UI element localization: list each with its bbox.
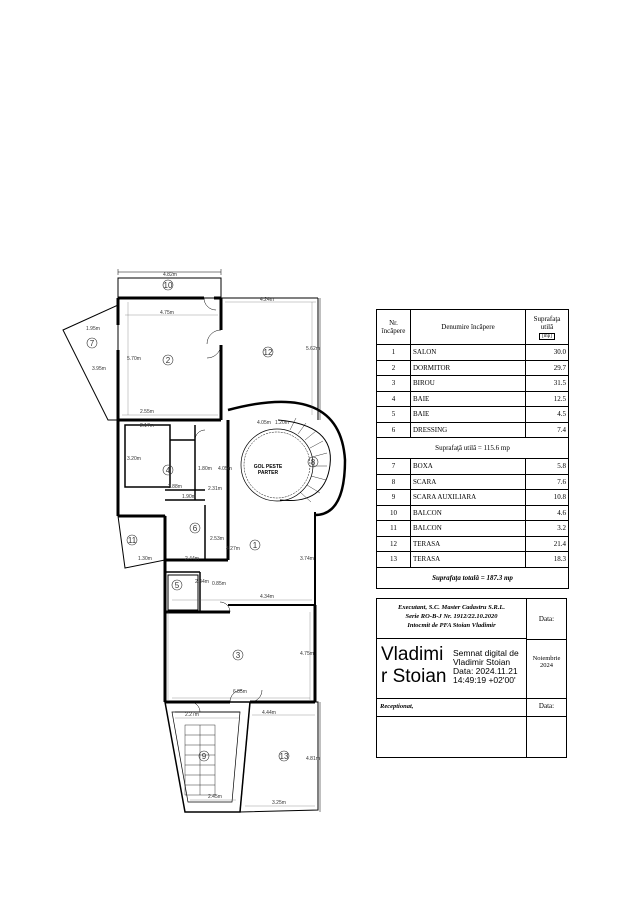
dim-label: 6.85m [233,689,247,695]
dim-label: 5.62m [306,346,320,352]
dim-label: 4.44m [262,710,276,716]
divider [377,716,526,717]
header-unit: [mp] [539,333,555,340]
dim-label: 4.27m [226,546,240,552]
table-row: 3 BIROU 31.5 [377,376,569,392]
table-row: 1 SALON 30.0 [377,345,569,361]
dim-label: 2.55m [140,409,154,415]
dim-label: 4.34m [260,594,274,600]
dim-label: 3.25m [272,800,286,806]
dim-label: 2.53m [210,536,224,542]
dim-label: 4.75m [300,651,314,657]
room-number: 12 [263,348,273,358]
dim-label: 5.70m [127,356,141,362]
table-row: 7 BOXA 5.8 [377,459,569,475]
room-number: 9 [201,752,207,762]
room-number: 3 [235,651,241,661]
dim-label: 4.81m [306,756,320,762]
dim-label: 4.75m [160,310,174,316]
dim-label: 1.80m [198,466,212,472]
dim-label: 4.82m [163,272,177,278]
dim-label: 3.20m [127,456,141,462]
room-number: 10 [163,281,173,291]
header-nr: Nr. încăpere [377,310,411,345]
dim-label: 1.95m [86,326,100,332]
table-row: 6 DRESSING 7.4 [377,422,569,438]
executant-box [377,599,526,639]
table-row: 8 SCARA 7.6 [377,474,569,490]
total-row: Suprafaţa totală = 187.3 mp [377,567,569,588]
dim-label: 2.44m [195,579,209,585]
dim-label: 0.85m [212,581,226,587]
receptionat-label: Receptionat, [380,703,414,710]
subtotal-row: Suprafaţă utilă = 115.6 mp [377,438,569,459]
signature-name: Vladimi r Stoian [381,644,447,687]
dim-label: 2.17m [140,423,154,429]
dim-label: 2.44m [185,556,199,562]
receptionat-box [377,698,526,717]
dim-label: 1.90m [182,494,196,500]
signature-block [376,598,567,758]
room-number: 8 [310,458,316,468]
table-row: 10 BALCON 4.6 [377,505,569,521]
gol-label-line1: GOL PESTE [253,464,283,470]
dim-label: 2.88m [168,484,182,490]
dim-label: 2.27m [185,712,199,718]
room-number: 5 [174,581,180,591]
data-label-2: Data: [538,702,555,710]
dim-label: 2.31m [208,486,222,492]
dim-label: 3.74m [300,556,314,562]
dim-label: 3.95m [92,366,106,372]
data-label: Data: [538,615,555,623]
dim-label: 4.05m [218,466,232,472]
dim-label: 1.30m [138,556,152,562]
room-number: 7 [89,339,95,349]
executant-line1: Executant, S.C. Master Cadastru S.R.L. [398,604,505,611]
table-row: 13 TERASA 18.3 [377,552,569,568]
header-denumire: Denumire încăpere [411,310,526,345]
room-number: 13 [279,752,289,762]
gol-label-line2: PARTER [257,470,279,476]
room-number: 2 [165,356,171,366]
dim-label: 4.05m [257,420,271,426]
digital-signature-text: Semnat digital de Vladimir Stoian Data: 2024.11.21 14:49:19 +02'00' [453,648,519,685]
room-number: 4 [165,466,171,476]
room-number: 1 [252,541,258,551]
dim-label: 4.24m [260,297,274,303]
table-row: 4 BAIE 12.5 [377,391,569,407]
date-value: Noiembrie 2024 [532,655,561,669]
room-area-table [376,309,569,589]
signature-left [377,599,527,757]
dim-label: 1.20m [275,420,289,426]
table-row: 11 BALCON 3.2 [377,521,569,537]
table-row: 12 TERASA 21.4 [377,536,569,552]
table-row: 5 BAIE 4.5 [377,407,569,423]
executant-line3: Intocmit de PFA Stoian Vladimir [407,622,496,629]
room-number: 11 [127,536,137,546]
table-row: 9 SCARA AUXILIARA 10.8 [377,490,569,506]
dim-label: 2.45m [208,794,222,800]
room-number: 6 [192,524,198,534]
executant-line2: Serie RO-B-J Nr. 1912/22.10.2020 [405,613,498,620]
table-row: 2 DORMITOR 29.7 [377,360,569,376]
header-suprafata: Suprafaţa utilă [mp] [526,310,569,345]
signature-right [527,599,566,757]
